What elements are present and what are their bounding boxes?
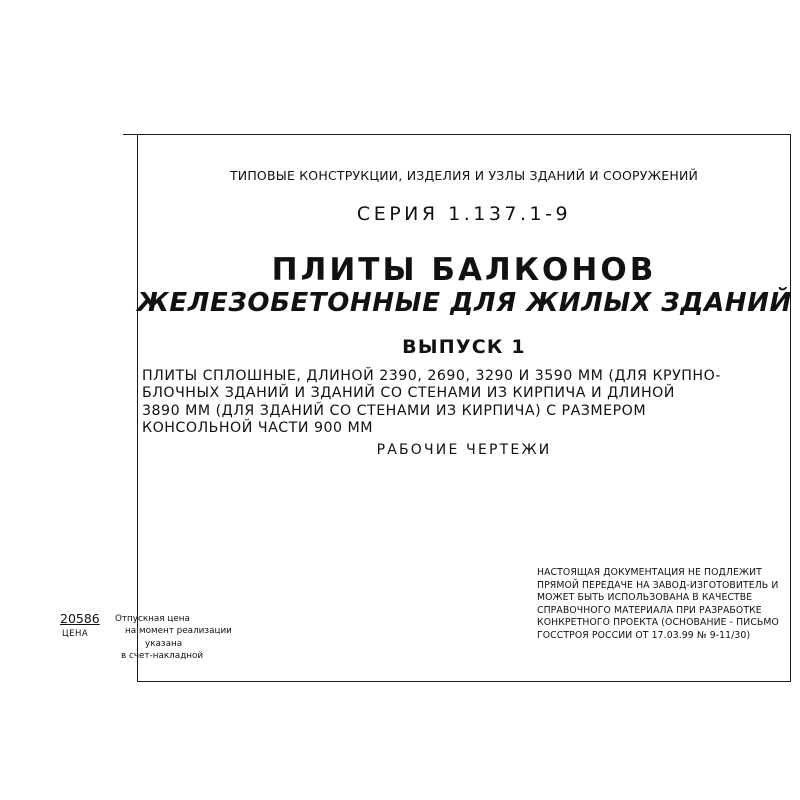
description-line: КОНСОЛЬНОЙ ЧАСТИ 900 ММ (142, 420, 374, 437)
series-code: СЕРИЯ 1.137.1-9 (356, 203, 572, 225)
notice-line: ПРЯМОЙ ПЕРЕДАЧЕ НА ЗАВОД-ИЗГОТОВИТЕЛЬ И (537, 579, 779, 591)
frame-corner-mark (123, 134, 137, 135)
price-note-line: указана (145, 638, 183, 649)
price-note-line: Отпускная цена (115, 614, 190, 624)
document-title-line-1: ПЛИТЫ БАЛКОНОВ (271, 252, 657, 288)
usage-notice (537, 567, 789, 643)
notice-line: НАСТОЯЩАЯ ДОКУМЕНТАЦИЯ НЕ ПОДЛЕЖИТ (537, 567, 762, 578)
description-line: 3890 ММ (ДЛЯ ЗДАНИЙ СО СТЕНАМИ ИЗ КИРПИЧА) С РАЗМЕРОМ (142, 402, 647, 419)
description-line: ПЛИТЫ СПЛОШНЫЕ, ДЛИНОЙ 2390, 2690, 3290 И 3590 ММ (ДЛЯ КРУПНО- (142, 368, 721, 384)
catalog-code: 20586 (60, 611, 100, 626)
issue-number: ВЫПУСК 1 (402, 336, 526, 358)
document-title-line-2: ЖЕЛЕЗОБЕТОННЫЕ ДЛЯ ЖИЛЫХ ЗДАНИЙ (137, 288, 792, 318)
notice-line: ГОССТРОЯ РОССИИ ОТ 17.03.99 № 9-11/30) (537, 629, 751, 641)
price-note-line: в счет-накладной (121, 651, 204, 662)
price-label: ЦЕНА (62, 629, 89, 639)
working-drawings-label: РАБОЧИЕ ЧЕРТЕЖИ (376, 442, 552, 458)
price-note (115, 613, 240, 663)
description-line: БЛОЧНЫХ ЗДАНИЙ И ЗДАНИЙ СО СТЕНАМИ ИЗ КИРПИЧА И ДЛИНОЙ (142, 385, 675, 402)
notice-line: СПРАВОЧНОГО МАТЕРИАЛА ПРИ РАЗРАБОТКЕ (537, 604, 762, 616)
series-group-heading: ТИПОВЫЕ КОНСТРУКЦИИ, ИЗДЕЛИЯ И УЗЛЫ ЗДАНИЙ И СООРУЖЕНИЙ (229, 168, 699, 183)
price-note-line: на момент реализации (125, 626, 232, 637)
notice-line: МОЖЕТ БЫТЬ ИСПОЛЬЗОВАНА В КАЧЕСТВЕ (537, 592, 753, 604)
notice-line: КОНКРЕТНОГО ПРОЕКТА (ОСНОВАНИЕ - ПИСЬМО (537, 617, 779, 629)
issue-description (142, 368, 721, 438)
